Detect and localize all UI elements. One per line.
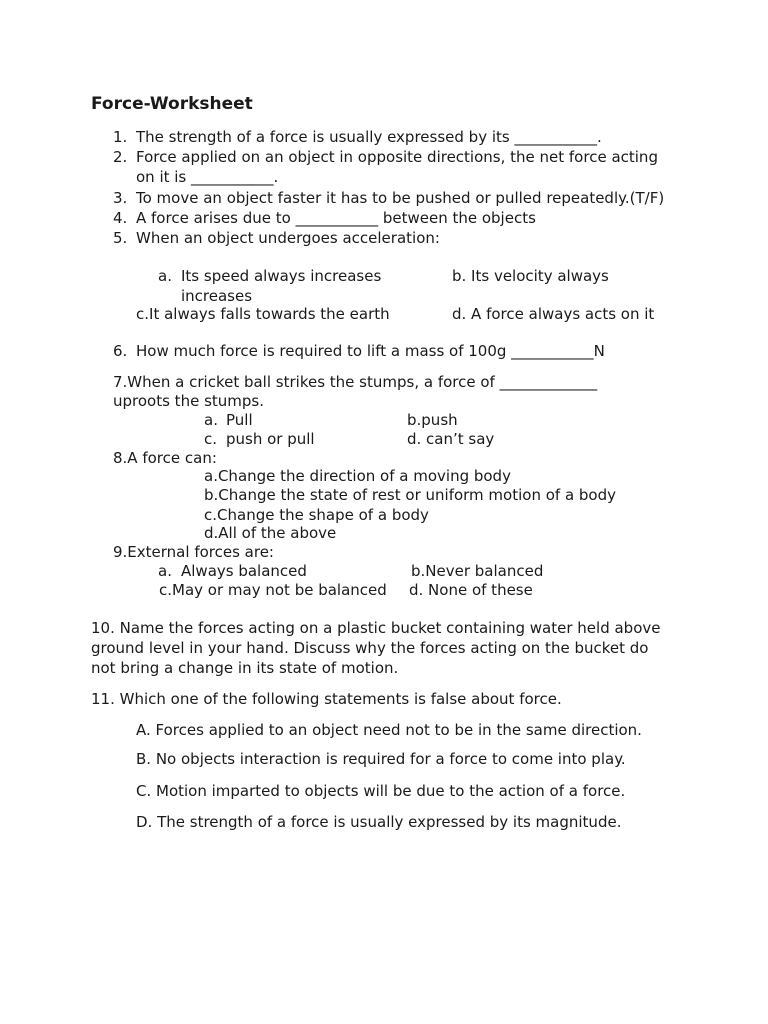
question-5-option-d: d. A force always acts on it [452, 305, 655, 323]
question-9-text: 9.External forces are: [113, 543, 274, 561]
question-9-option-b: b.Never balanced [411, 562, 544, 580]
question-8-option-c: c.Change the shape of a body [204, 506, 429, 524]
question-11-option-b: B. No objects interaction is required for a force to come into play. [136, 750, 626, 768]
question-1-number: 1. [113, 128, 128, 146]
question-5-option-a-line-1: Its speed always increases [181, 267, 382, 285]
question-8-text: 8.A force can: [113, 449, 217, 467]
question-3-number: 3. [113, 189, 128, 207]
question-9-option-c: c.May or may not be balanced [159, 581, 387, 599]
question-11-option-c: C. Motion imparted to objects will be due to the action of a force. [136, 782, 626, 800]
page-title: Force-Worksheet [91, 94, 253, 114]
question-8-option-b: b.Change the state of rest or uniform motion of a body [204, 486, 617, 504]
question-1-text: The strength of a force is usually expressed by its ___________. [136, 128, 602, 146]
question-11-text: 11. Which one of the following statements is false about force. [91, 690, 562, 708]
question-2-line-1: Force applied on an object in opposite directions, the net force acting [136, 148, 658, 166]
question-11-option-d: D. The strength of a force is usually expressed by its magnitude. [136, 813, 622, 831]
question-11-option-a: A. Forces applied to an object need not to be in the same direction. [136, 721, 642, 739]
question-5-number: 5. [113, 229, 128, 247]
question-7-option-c: push or pull [226, 430, 315, 448]
question-7-option-c-label: c. [204, 430, 218, 448]
question-7-option-b: b.push [407, 411, 458, 429]
question-9-option-a-label: a. [158, 562, 172, 580]
question-9-option-a: Always balanced [181, 562, 307, 580]
question-10-line-2: ground level in your hand. Discuss why the forces acting on the bucket do [91, 639, 649, 657]
question-8-option-a: a.Change the direction of a moving body [204, 467, 511, 485]
question-4-number: 4. [113, 209, 128, 227]
question-2-line-2: on it is ___________. [136, 168, 279, 186]
question-6-number: 6. [113, 342, 128, 360]
question-7-option-a-label: a. [204, 411, 218, 429]
question-10-line-1: 10. Name the forces acting on a plastic bucket containing water held above [91, 619, 661, 637]
question-2-number: 2. [113, 148, 128, 166]
question-8-option-d: d.All of the above [204, 524, 337, 542]
question-5-option-b: b. Its velocity always [452, 267, 609, 285]
question-7-line-2: uproots the stumps. [113, 392, 264, 410]
question-5-option-a-line-2: increases [181, 287, 253, 305]
question-7-option-a: Pull [226, 411, 253, 429]
question-5-text: When an object undergoes acceleration: [136, 229, 440, 247]
question-3-text: To move an object faster it has to be pushed or pulled repeatedly.(T/F) [136, 189, 665, 207]
question-6-text: How much force is required to lift a mass of 100g ___________N [136, 342, 605, 360]
question-10-line-3: not bring a change in its state of motion. [91, 659, 399, 677]
question-9-option-d: d. None of these [409, 581, 533, 599]
question-7-line-1: 7.When a cricket ball strikes the stumps, a force of _____________ [113, 373, 598, 391]
question-4-text: A force arises due to ___________ between the objects [136, 209, 536, 227]
question-5-option-c: c.It always falls towards the earth [136, 305, 390, 323]
question-7-option-d: d. can’t say [407, 430, 495, 448]
question-5-option-a-label: a. [158, 267, 172, 285]
